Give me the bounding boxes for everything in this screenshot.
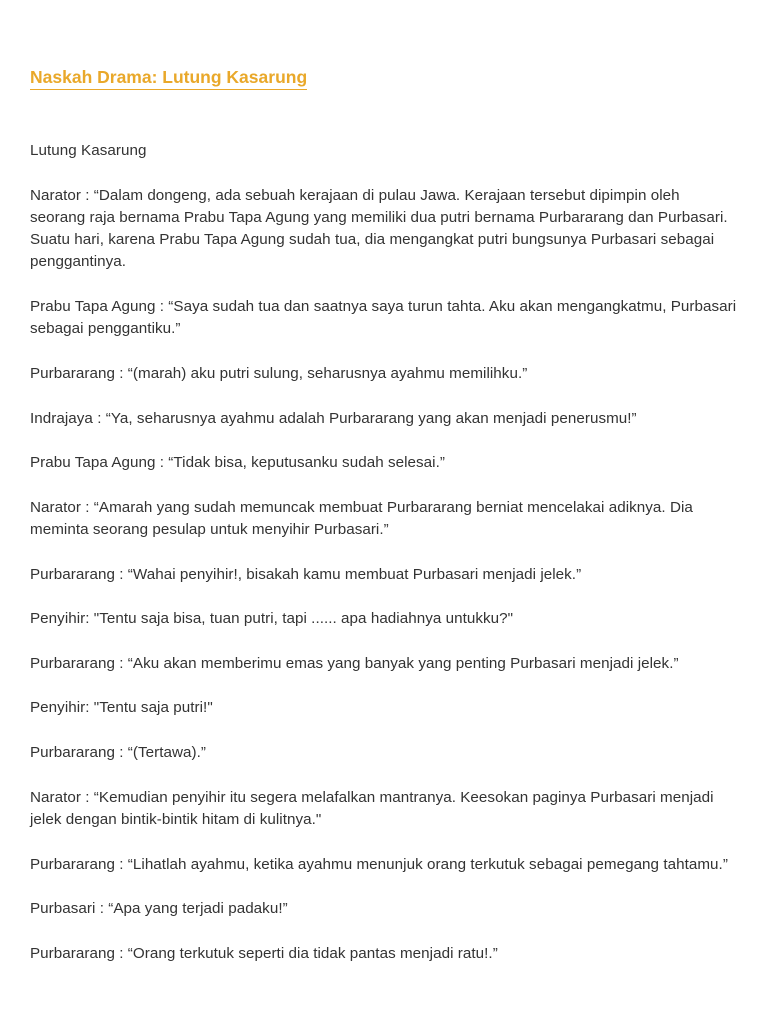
paragraph-dialogue: Purbararang : “Lihatlah ayahmu, ketika ayahmu menunjuk orang terkutuk sebagai pemegang tahtamu.” (30, 855, 728, 873)
paragraph-dialogue: Narator : “Dalam dongeng, ada sebuah kerajaan di pulau Jawa. Kerajaan tersebut dipimpin oleh seorang raja bernama Prabu Tapa Agung yang memiliki dua putri bernama Purbararang dan Purbasari. Suatu hari, karena Prabu Tapa Agung sudah tua, dia mengangkat putri bungsunya Purbasari sebagai penggantinya. (30, 186, 728, 271)
document-title-link[interactable]: Naskah Drama: Lutung Kasarung (30, 66, 307, 90)
document-body (30, 140, 738, 965)
paragraph-dialogue: Prabu Tapa Agung : “Tidak bisa, keputusanku sudah selesai.” (30, 454, 445, 472)
title-wrapper (30, 66, 738, 116)
paragraph-dialogue: Purbararang : “Orang terkutuk seperti dia tidak pantas menjadi ratu!.” (30, 944, 498, 962)
paragraph-dialogue: Prabu Tapa Agung : “Saya sudah tua dan saatnya saya turun tahta. Aku akan mengangkatmu, Purbasari sebagai penggantiku.” (30, 298, 737, 338)
paragraph-dialogue: Purbasari : “Apa yang terjadi padaku!” (30, 900, 288, 918)
paragraph-dialogue: Narator : “Kemudian penyihir itu segera melafalkan mantranya. Keesokan paginya Purbasari menjadi jelek dengan bintik-bintik hitam di kulitnya." (30, 788, 714, 828)
paragraph-subtitle: Lutung Kasarung (30, 142, 147, 159)
paragraph-dialogue: Narator : “Amarah yang sudah memuncak membuat Purbararang berniat mencelakai adiknya. Dia meminta seorang pesulap untuk menyihir Purbasari.” (30, 498, 693, 539)
paragraph-dialogue: Indrajaya : “Ya, seharusnya ayahmu adalah Purbararang yang akan menjadi penerusmu!” (30, 409, 637, 427)
paragraph-dialogue: Penyihir: "Tentu saja bisa, tuan putri, tapi ...... apa hadiahnya untukku?" (30, 610, 514, 628)
paragraph-dialogue: Purbararang : “(marah) aku putri sulung, seharusnya ayahmu memilihku.” (30, 364, 528, 382)
paragraph-dialogue: Purbararang : “Aku akan memberimu emas yang banyak yang penting Purbasari menjadi jelek.” (30, 654, 679, 672)
paragraph-dialogue: Purbararang : “(Tertawa).” (30, 744, 207, 762)
paragraph-dialogue: Penyihir: "Tentu saja putri!" (30, 699, 213, 717)
paragraph-dialogue: Purbararang : “Wahai penyihir!, bisakah kamu membuat Purbasari menjadi jelek.” (30, 565, 582, 583)
